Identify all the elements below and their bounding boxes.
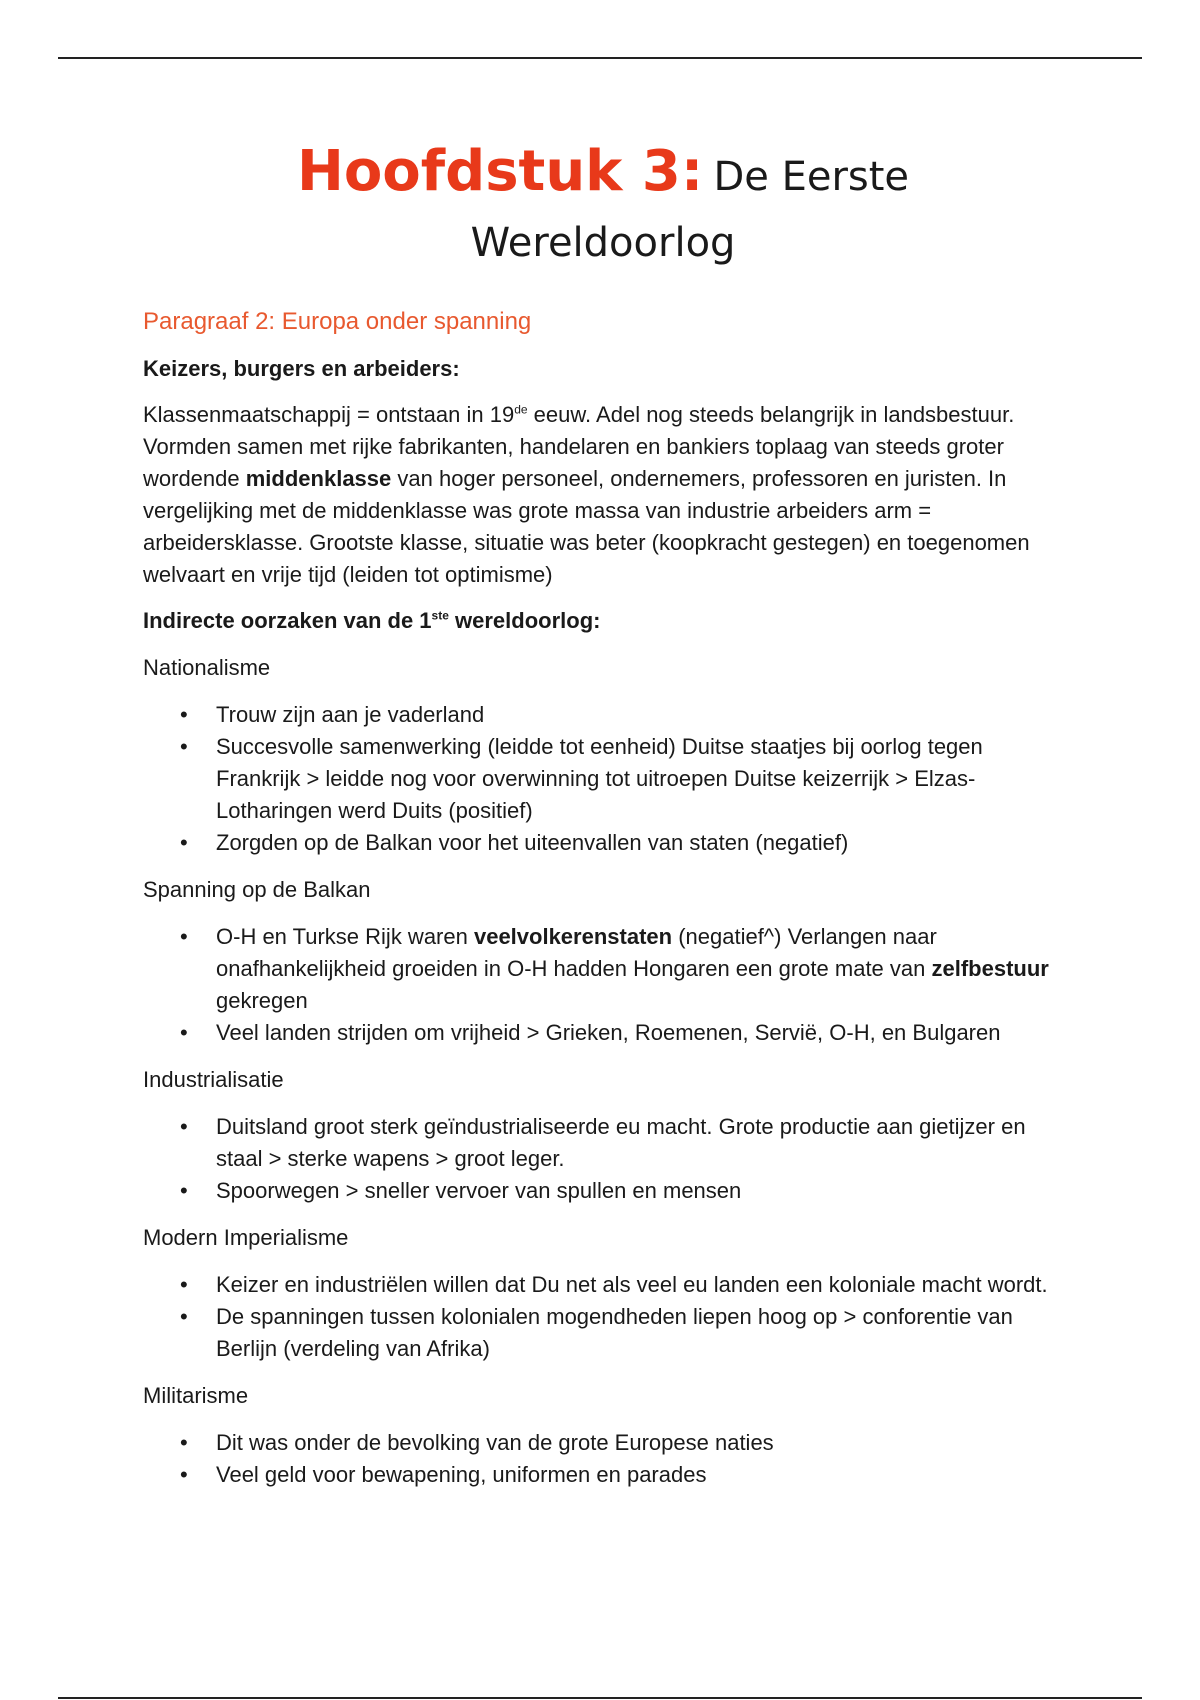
list-item-text: Dit was onder de bevolking van de grote Europese naties	[216, 1430, 774, 1455]
list-item	[143, 1427, 1063, 1459]
list-item	[143, 1111, 1063, 1175]
section-body-klassen	[143, 399, 1063, 591]
list-item	[143, 827, 1063, 859]
bold-zelfbestuur: zelfbestuur	[931, 956, 1049, 981]
list-item-text: O-H en Turkse Rijk waren	[216, 924, 474, 949]
bullet-icon: •	[180, 1272, 188, 1297]
list-imperialisme	[143, 1269, 1063, 1365]
bullet-icon: •	[180, 924, 188, 949]
list-item	[143, 699, 1063, 731]
bullet-icon: •	[180, 702, 188, 727]
document-body	[143, 140, 1063, 1491]
list-item	[143, 1017, 1063, 1049]
list-item-text: Duitsland groot sterk geïndustrialiseerde eu macht. Grote productie aan gietijzer en staal > sterke wapens > groot leger.	[216, 1114, 1026, 1171]
heading-text-b: wereldoorlog:	[448, 608, 601, 633]
title-accent: Hoofdstuk 3:	[296, 139, 704, 204]
heading-text-a: Indirecte oorzaken van de 1	[143, 608, 432, 633]
bullet-icon: •	[180, 1304, 188, 1329]
section-heading-keizers: Keizers, burgers en arbeiders:	[143, 356, 460, 381]
bullet-icon: •	[180, 1462, 188, 1487]
list-item-text: (negatief^) Verlangen naar onafhankelijkheid groeiden in O-H hadden Hongaren een grote mate van	[216, 924, 937, 981]
list-item	[143, 731, 1063, 827]
paragraph-heading: Paragraaf 2: Europa onder spanning	[143, 308, 532, 335]
subheading-industrialisatie: Industrialisatie	[143, 1067, 284, 1092]
list-item	[143, 921, 1063, 1017]
list-item-text: Spoorwegen > sneller vervoer van spullen en mensen	[216, 1178, 742, 1203]
body-bold-middenklasse: middenklasse	[245, 466, 392, 491]
list-nationalisme	[143, 699, 1063, 859]
bold-veelvolkerenstaten: veelvolkerenstaten	[473, 924, 673, 949]
bottom-rule	[58, 1697, 1142, 1699]
subheading-imperialisme: Modern Imperialisme	[143, 1225, 349, 1250]
subheading-nationalisme: Nationalisme	[143, 655, 271, 680]
body-text-b: eeuw. Adel nog steeds belangrijk in landsbestuur. Vormden samen met rijke fabrikanten, handelaren en bankiers toplaag van steeds groter wordende	[143, 402, 1015, 491]
bullet-icon: •	[180, 1114, 188, 1139]
list-item-text: Veel landen strijden om vrijheid > Grieken, Roemenen, Servië, O-H, en Bulgaren	[216, 1020, 1001, 1045]
subheading-balkan: Spanning op de Balkan	[143, 877, 371, 902]
list-balkan	[143, 921, 1063, 1049]
bullet-icon: •	[180, 830, 188, 855]
list-item-text: Veel geld voor bewapening, uniformen en parades	[216, 1462, 707, 1487]
bullet-icon: •	[180, 734, 188, 759]
bullet-icon: •	[180, 1430, 188, 1455]
bullet-icon: •	[180, 1178, 188, 1203]
page-title	[143, 140, 1063, 277]
subheading-militarisme: Militarisme	[143, 1383, 249, 1408]
title-rest-line1: De Eerste	[713, 154, 910, 200]
list-item-text: Succesvolle samenwerking (leidde tot eenheid) Duitse staatjes bij oorlog tegen Frankrijk > leidde nog voor overwinning tot uitroepen Duitse keizerrijk > Elzas-Lotharingen werd Duits (positief)	[216, 734, 983, 823]
heading-sup: ste	[431, 608, 449, 623]
list-item-text: gekregen	[216, 988, 308, 1013]
list-item-text: Trouw zijn aan je vaderland	[216, 702, 485, 727]
body-text-a: Klassenmaatschappij = ontstaan in 19	[143, 402, 515, 427]
list-item-text: Zorgden op de Balkan voor het uiteenvallen van staten (negatief)	[216, 830, 849, 855]
list-item-text: De spanningen tussen kolonialen mogendheden liepen hoog op > conforentie van Berlijn (verdeling van Afrika)	[216, 1304, 1013, 1361]
bullet-icon: •	[180, 1020, 188, 1045]
list-item	[143, 1175, 1063, 1207]
top-rule	[58, 57, 1142, 59]
list-item	[143, 1269, 1063, 1301]
list-militarisme	[143, 1427, 1063, 1491]
title-rest-line2: Wereldoorlog	[470, 220, 736, 266]
list-item-text: Keizer en industriëlen willen dat Du net als veel eu landen een koloniale macht wordt.	[216, 1272, 1048, 1297]
section-heading-oorzaken	[143, 605, 1063, 637]
list-item	[143, 1301, 1063, 1365]
body-sup: de	[514, 402, 528, 417]
list-item	[143, 1459, 1063, 1491]
body-text-c: van hoger personeel, ondernemers, professoren en juristen. In vergelijking met de middenklasse was grote massa van industrie arbeiders arm = arbeidersklasse. Grootste klasse, situatie was beter (koopkracht gestegen) en toegenomen welvaart en vrije tijd (leiden tot optimisme)	[143, 466, 1030, 587]
list-industrialisatie	[143, 1111, 1063, 1207]
